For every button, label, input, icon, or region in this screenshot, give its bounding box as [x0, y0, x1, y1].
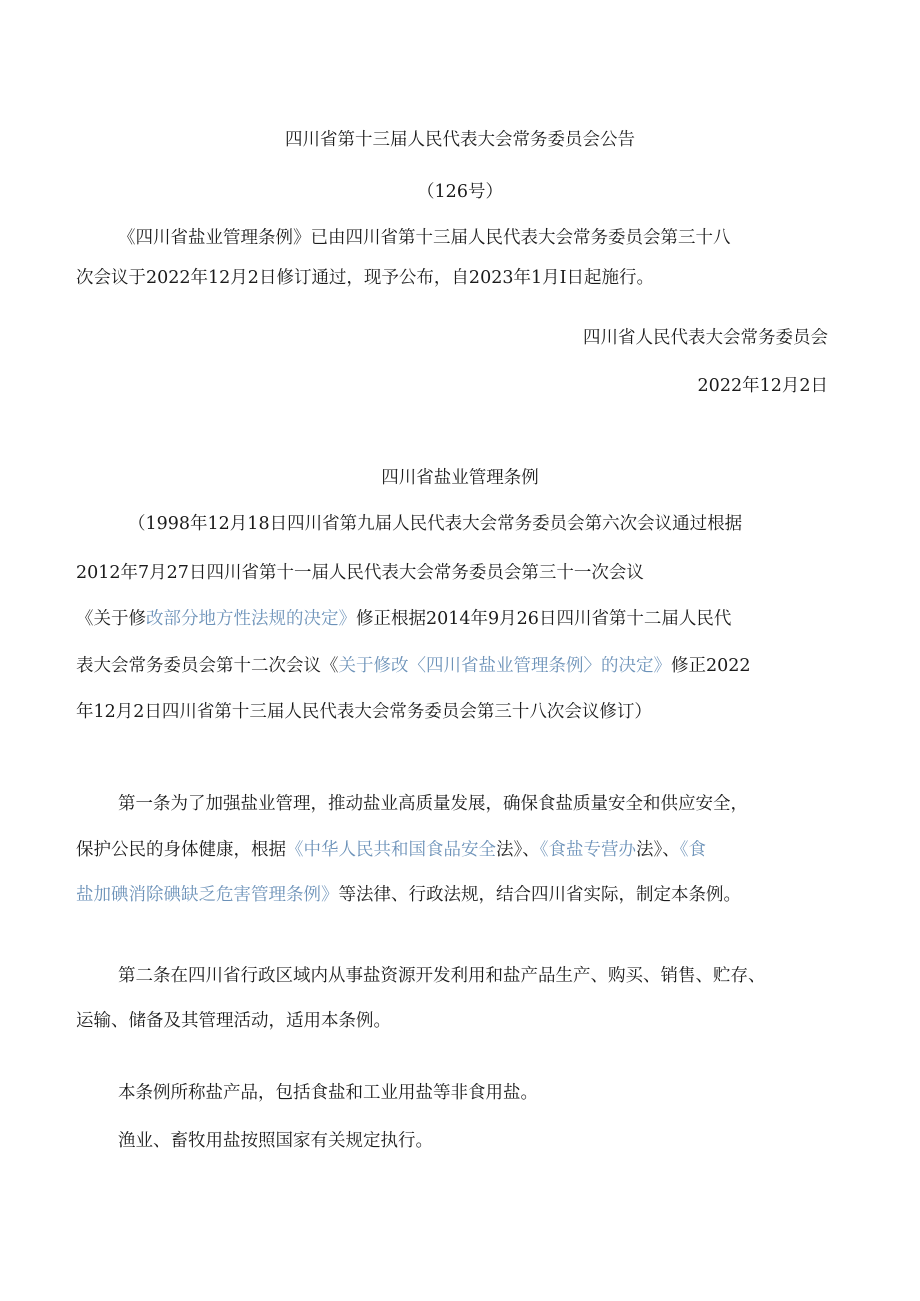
article-2-paragraph-2: 本条例所称盐产品，包括食盐和工业用盐等非食用盐。: [118, 1083, 538, 1103]
food-safety-law-link[interactable]: 《中华人民共和国食品安全: [286, 840, 496, 860]
history-line-3: [76, 611, 731, 629]
article-2-line-1: 第二条在四川省行政区域内从事盐资源开发利用和盐产品生产、购买、销售、贮存、: [118, 966, 766, 986]
announcement-body-line-1: 《四川省盐业管理条例》已由四川省第十三届人民代表大会常务委员会第三十八: [118, 228, 731, 248]
article-2-line-2: 运输、储备及其管理活动，适用本条例。: [76, 1011, 391, 1031]
history-line-5: 年12月2日四川省第十三届人民代表大会常务委员会第三十八次会议修订）: [76, 702, 652, 722]
announcement-issuer: 四川省人民代表大会常务委员会: [583, 328, 828, 348]
amendment-decision-link[interactable]: 改部分地方性法规的决定》: [146, 609, 356, 629]
salt-regulation-decision-link[interactable]: 关于修改〈四川省盐业管理条例〉的决定》: [338, 656, 671, 676]
history-line-3-text-end: 修正根据2014年9月26日四川省第十二届人民代: [356, 609, 732, 629]
iodized-salt-regulation-link[interactable]: 盐加碘消除碘缺乏危害管理条例》: [76, 885, 339, 905]
article-1-line-2-text: 保护公民的身体健康，根据: [76, 840, 286, 860]
history-line-4-text-end: 修正2022: [671, 656, 751, 676]
history-line-3-text: 《关于修: [76, 609, 146, 629]
announcement-number: （126号）: [417, 182, 503, 202]
announcement-date: 2022年12月2日: [697, 376, 828, 396]
salt-monopoly-measures-link[interactable]: 《食盐专营办: [539, 840, 636, 860]
announcement-title: 四川省第十三届人民代表大会常务委员会公告: [285, 130, 635, 150]
history-line-2: 2012年7月27日四川省第十一届人民代表大会常务委员会第三十一次会议: [76, 563, 644, 583]
article-1-line-3-text: 等法律、行政法规，结合四川省实际，制定本条例。: [338, 885, 741, 905]
announcement-body-line-2: 次会议于2022年12月2日修订通过，现予公布，自2023年1月I日起施行。: [76, 268, 655, 288]
article-1-line-3: [76, 887, 741, 905]
history-line-1: （1998年12月18日四川省第九届人民代表大会常务委员会第六次会议通过根据: [128, 514, 743, 534]
regulation-title: 四川省盐业管理条例: [381, 468, 539, 488]
article-2-paragraph-3: 渔业、畜牧用盐按照国家有关规定执行。: [118, 1131, 433, 1151]
history-line-4-text: 表大会常务委员会第十二次会议《: [76, 656, 339, 676]
history-line-4: [76, 658, 751, 676]
article-1-line-1: 第一条为了加强盐业管理，推动盐业高质量发展，确保食盐质量安全和供应安全，: [118, 794, 748, 814]
article-1-line-2: [76, 842, 706, 860]
iodized-salt-regulation-link-start[interactable]: 《食: [679, 840, 706, 860]
article-1-line-2-mid-2: 法》、: [636, 840, 680, 860]
article-1-line-2-mid-1: 法》、: [496, 840, 540, 860]
